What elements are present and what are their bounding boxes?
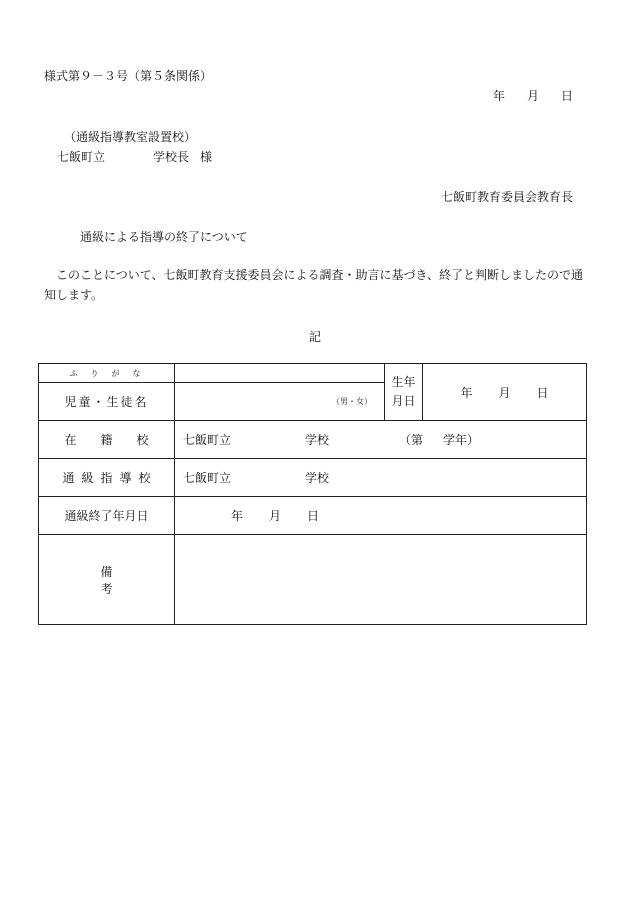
enrolled-school-field[interactable] <box>175 421 587 459</box>
guidance-school-label: 通級指導校 <box>39 459 175 497</box>
sender: 七飯町教育委員会教育長 <box>440 190 573 204</box>
end-date-field[interactable] <box>175 497 587 535</box>
grade-close: 学年） <box>443 433 480 447</box>
remarks-field[interactable] <box>175 535 587 625</box>
guidance-town: 七飯町立 <box>183 471 232 485</box>
form-number: 様式第９－３号（第５条関係） <box>44 69 213 83</box>
birth-label-line2: 月日 <box>391 394 416 408</box>
birth-month: 月 <box>498 385 511 400</box>
student-name-field[interactable] <box>175 383 385 421</box>
enrolled-school-label: 在籍校 <box>39 421 175 459</box>
recipient-town: 七飯町立 <box>57 150 106 164</box>
guidance-school-suffix: 学校 <box>305 471 330 485</box>
recipient-school-type: （通級指導教室設置校） <box>64 130 197 144</box>
birth-day: 日 <box>536 385 549 400</box>
grade-open: （第 <box>399 433 424 447</box>
enrolled-town: 七飯町立 <box>183 433 232 447</box>
issue-date <box>493 87 573 104</box>
guidance-school-field[interactable] <box>175 459 587 497</box>
enrolled-school-suffix: 学校 <box>305 433 330 447</box>
student-name-label: 児童・生徒名 <box>39 383 175 421</box>
end-day: 日 <box>307 509 320 523</box>
sex-note: （男・女） <box>332 397 372 406</box>
recipient-honorific: 様 <box>200 150 213 164</box>
birth-year: 年 <box>460 385 473 400</box>
ki-heading: 記 <box>308 330 321 344</box>
furigana-field[interactable] <box>175 364 385 383</box>
end-month: 月 <box>269 509 282 523</box>
day-label: 日 <box>560 89 573 103</box>
remarks-label: 備考 <box>39 535 175 625</box>
end-year: 年 <box>231 509 244 523</box>
end-date-label: 通級終了年月日 <box>39 497 175 535</box>
birth-date-field[interactable] <box>423 364 587 421</box>
furigana-label: ふりがな <box>39 364 175 383</box>
recipient-title: 学校長 <box>153 150 190 164</box>
subject-title: 通級による指導の終了について <box>80 230 248 244</box>
info-table <box>38 363 587 625</box>
recipient <box>57 148 212 165</box>
month-label: 月 <box>526 89 539 103</box>
birth-label-line1: 生年 <box>391 375 416 389</box>
year-label: 年 <box>492 89 505 103</box>
body-text: このことについて、七飯町教育支援委員会による調査・助言に基づき、終了と判断しましたので通知します。 <box>44 268 584 302</box>
birth-label <box>385 364 423 421</box>
